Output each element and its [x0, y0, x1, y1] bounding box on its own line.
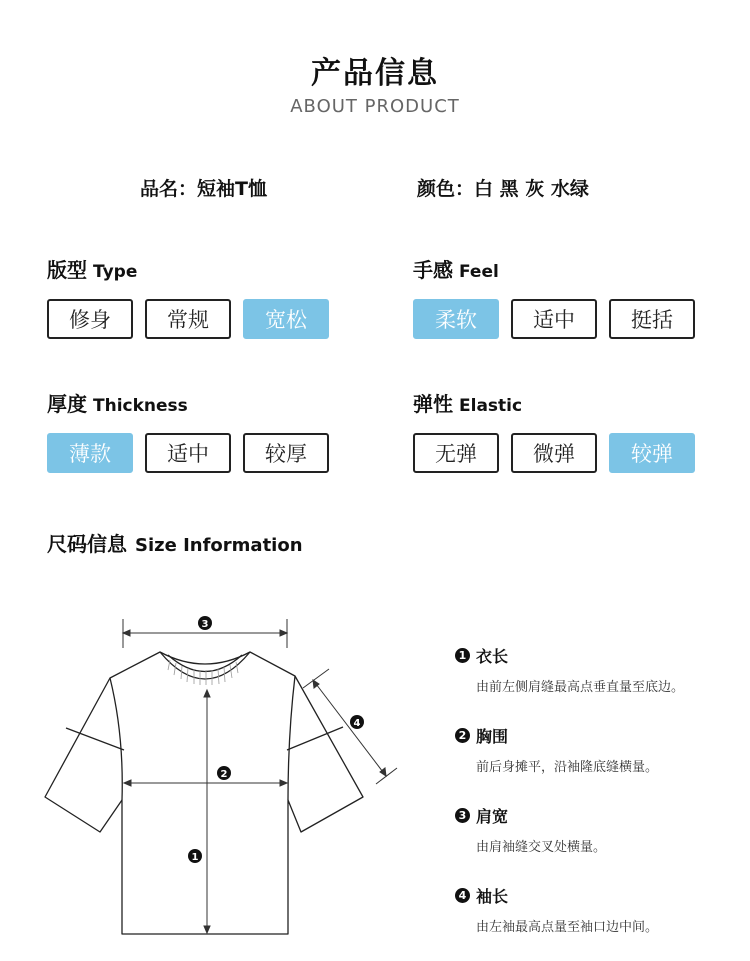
measure-title: 衣长: [476, 647, 509, 666]
tshirt-outline: [45, 652, 363, 934]
elastic-label: [413, 388, 522, 417]
tshirt-left-armhole: [110, 678, 122, 800]
page-subtitle: ABOUT PRODUCT: [290, 96, 460, 117]
measure-desc: 由前左侧肩缝最高点垂直量至底边。: [476, 680, 685, 695]
measure-item: [455, 724, 658, 775]
marker-4: 4: [353, 718, 361, 729]
marker-1: 1: [191, 852, 199, 863]
product-name: 品名：短袖T恤: [140, 178, 267, 200]
type-label-cn: 版型: [47, 258, 87, 282]
feel-option-medium: 适中: [511, 299, 597, 339]
thickness-option-thick: 较厚: [243, 433, 329, 473]
measure-number-badge: 4: [455, 888, 470, 903]
thickness-option-medium: 适中: [145, 433, 231, 473]
measure-title: 胸围: [476, 727, 509, 746]
type-option-slim: 修身: [47, 299, 133, 339]
feel-label-cn: 手感: [413, 258, 453, 282]
measure-title: 肩宽: [476, 807, 509, 826]
size-info-label-cn: 尺码信息: [47, 532, 127, 556]
measure-item: [455, 804, 606, 855]
size-info-label-en: Size Information: [135, 535, 303, 556]
tshirt-right-armhole: [288, 676, 295, 800]
elastic-option-high: 较弹: [609, 433, 695, 473]
thickness-label-cn: 厚度: [47, 392, 87, 416]
thickness-label: [47, 388, 188, 417]
size-info-heading: [47, 528, 303, 557]
type-label-en: Type: [93, 262, 138, 282]
elastic-option-none: 无弹: [413, 433, 499, 473]
elastic-options: [413, 433, 695, 473]
thickness-label-en: Thickness: [93, 396, 188, 416]
type-option-regular: 常规: [145, 299, 231, 339]
type-label: [47, 254, 137, 283]
measure-number-badge: 2: [455, 728, 470, 743]
measure-desc: 由左袖最高点量至袖口边中间。: [476, 920, 659, 935]
measure-title: 袖长: [476, 887, 509, 906]
type-option-loose: 宽松: [243, 299, 329, 339]
elastic-label-cn: 弹性: [413, 392, 453, 416]
measure-desc: 前后身摊平，沿袖隆底缝横量。: [476, 760, 659, 775]
measure-item: [455, 884, 658, 935]
type-options: [47, 299, 329, 339]
measure-item: [455, 644, 684, 695]
feel-options: [413, 299, 695, 339]
marker-3: 3: [201, 619, 209, 630]
thickness-option-thin: 薄款: [47, 433, 133, 473]
thickness-options: [47, 433, 329, 473]
marker-2: 2: [220, 769, 228, 780]
elastic-option-slight: 微弹: [511, 433, 597, 473]
diagram-markers: [188, 616, 364, 863]
measure-number-badge: 3: [455, 808, 470, 823]
measure-number-badge: 1: [455, 648, 470, 663]
tshirt-size-diagram: [0, 600, 420, 950]
feel-label-en: Feel: [459, 262, 499, 282]
measure-desc: 由肩袖缝交叉处横量。: [476, 840, 607, 855]
feel-label: [413, 254, 499, 283]
elastic-label-en: Elastic: [459, 396, 523, 416]
feel-option-soft: 柔软: [413, 299, 499, 339]
feel-option-stiff: 挺括: [609, 299, 695, 339]
page-title: 产品信息: [311, 56, 439, 91]
product-colors: 颜色：白 黑 灰 水绿: [417, 178, 589, 200]
